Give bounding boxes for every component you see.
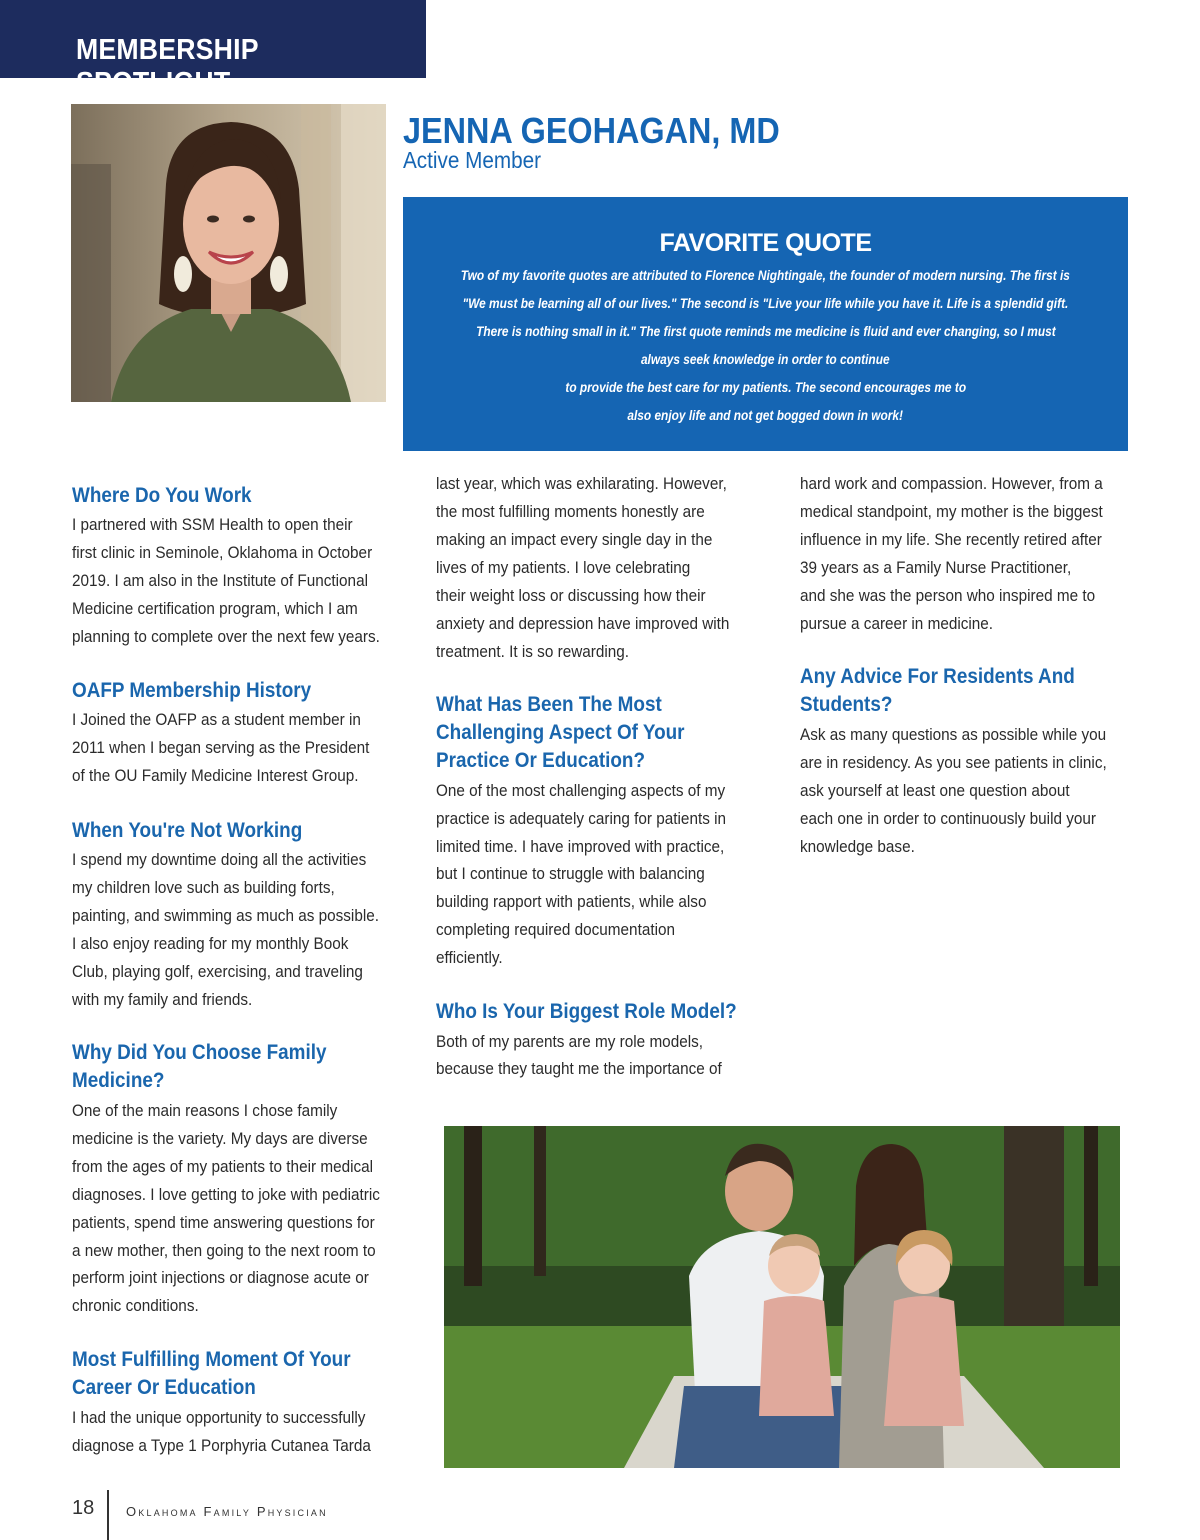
family-photo [444,1126,1120,1468]
heading-why-family-medicine: Medicine? [72,1069,165,1092]
body-line: making an impact every single day in the [436,530,713,549]
body-line: One of the most challenging aspects of my [436,781,726,800]
section-banner [0,0,426,99]
member-name: JENNA GEOHAGAN, MD [403,110,780,151]
body-line: pursue a career in medicine. [800,614,994,633]
body-line: practice is adequately caring for patients in [436,809,727,828]
body-line: I Joined the OAFP as a student member in [72,710,361,729]
heading-why-family-medicine: Why Did You Choose Family [72,1041,327,1064]
body-line: because they taught me the importance of [436,1059,722,1078]
body-line: with my family and friends. [72,990,253,1009]
body-line: Both of my parents are my role models, [436,1032,704,1051]
body-line: 2011 when I began serving as the President [72,738,370,757]
body-line: from the ages of my patients to their medical [72,1157,374,1176]
body-line: anxiety and depression have improved with [436,614,730,633]
body-line: knowledge base. [800,837,915,856]
body-line: 39 years as a Family Nurse Practitioner, [800,558,1072,577]
body-line: last year, which was exhilarating. However, [436,474,727,493]
body-line: a new mother, then going to the next room to [72,1241,376,1260]
body-line: Medicine certification program, which I am [72,599,358,618]
page-number: 18 [72,1497,95,1519]
body-line: their weight loss or discussing how their [436,586,706,605]
body-line: diagnose a Type 1 Porphyria Cutanea Tarda [72,1436,371,1455]
publication-title: Oklahoma Family Physician [126,1504,328,1519]
quote-line: There is nothing small in it." The first quote reminds me medicine is fluid and ever changing, so I must [475,323,1056,339]
body-line: One of the main reasons I chose family [72,1101,338,1120]
heading-role-model: Who Is Your Biggest Role Model? [436,1000,737,1023]
favorite-quote-box [403,197,1128,451]
member-role: Active Member [403,147,542,173]
body-line: painting, and swimming as much as possible. [72,906,380,925]
heading-membership-history: OAFP Membership History [72,679,312,702]
body-line: diagnoses. I love getting to joke with pediatric [72,1185,380,1204]
body-line: completing required documentation [436,920,676,939]
heading-where-work: Where Do You Work [72,484,252,507]
body-line: lives of my patients. I love celebrating [436,558,691,577]
quote-line: also enjoy life and not get bogged down in work! [627,407,904,423]
body-line: the most fulfilling moments honestly are [436,502,705,521]
family-illustration [444,1126,1120,1468]
body-line: are in residency. As you see patients in clinic, [800,753,1107,772]
heading-advice: Students? [800,693,893,716]
quote-line: to provide the best care for my patients. The second encourages me to [565,379,966,395]
heading-challenging-aspect: What Has Been The Most [436,693,662,716]
body-line: patients, spend time answering questions for [72,1213,375,1232]
heading-most-fulfilling: Most Fulfilling Moment Of Your [72,1348,351,1371]
body-line: and she was the person who inspired me to [800,586,1096,605]
quote-line: Two of my favorite quotes are attributed to Florence Nightingale, the founder of modern nursing. The first is [460,267,1071,283]
body-line: each one in order to continuously build your [800,809,1097,828]
body-line: perform joint injections or diagnose acute or [72,1268,369,1287]
heading-most-fulfilling: Career Or Education [72,1376,256,1399]
body-line: first clinic in Seminole, Oklahoma in October [72,543,373,562]
body-line: hard work and compassion. However, from a [800,474,1103,493]
quote-line: always seek knowledge in order to continue [641,351,890,367]
body-line: of the OU Family Medicine Interest Group. [72,766,359,785]
body-line: 2019. I am also in the Institute of Functional [72,571,368,590]
body-line: planning to complete over the next few years. [72,627,380,646]
quote-line: "We must be learning all of our lives." The second is "Live your life while you have it. Life is a splendid gift. [462,295,1069,311]
body-line: but I continue to struggle with balancing [436,864,705,883]
body-line: I spend my downtime doing all the activities [72,850,367,869]
footer-divider [107,1490,109,1540]
body-line: I had the unique opportunity to successfully [72,1408,366,1427]
quote-title: FAVORITE QUOTE [659,229,872,257]
body-line: my children love such as building forts, [72,878,335,897]
body-line: ask yourself at least one question about [800,781,1070,800]
body-line: building rapport with patients, while also [436,892,707,911]
body-line: efficiently. [436,948,503,967]
body-line: medical standpoint, my mother is the biggest [800,502,1103,521]
body-line: I partnered with SSM Health to open their [72,515,353,534]
heading-challenging-aspect: Practice Or Education? [436,749,646,772]
heading-challenging-aspect: Challenging Aspect Of Your [436,721,685,744]
body-line: Club, playing golf, exercising, and traveling [72,962,363,981]
body-line: Ask as many questions as possible while you [800,725,1107,744]
body-line: medicine is the variety. My days are diverse [72,1129,368,1148]
heading-advice: Any Advice For Residents And [800,665,1075,688]
body-line: chronic conditions. [72,1296,199,1315]
portrait-photo [71,104,386,402]
body-line: treatment. It is so rewarding. [436,642,630,661]
body-line: limited time. I have improved with practice, [436,837,725,856]
body-line: influence in my life. She recently retired after [800,530,1102,549]
heading-not-working: When You're Not Working [72,819,303,842]
portrait-illustration [71,104,386,402]
section-label: MEMBERSHIP SPOTLIGHT [76,34,259,99]
body-line: I also enjoy reading for my monthly Book [72,934,349,953]
